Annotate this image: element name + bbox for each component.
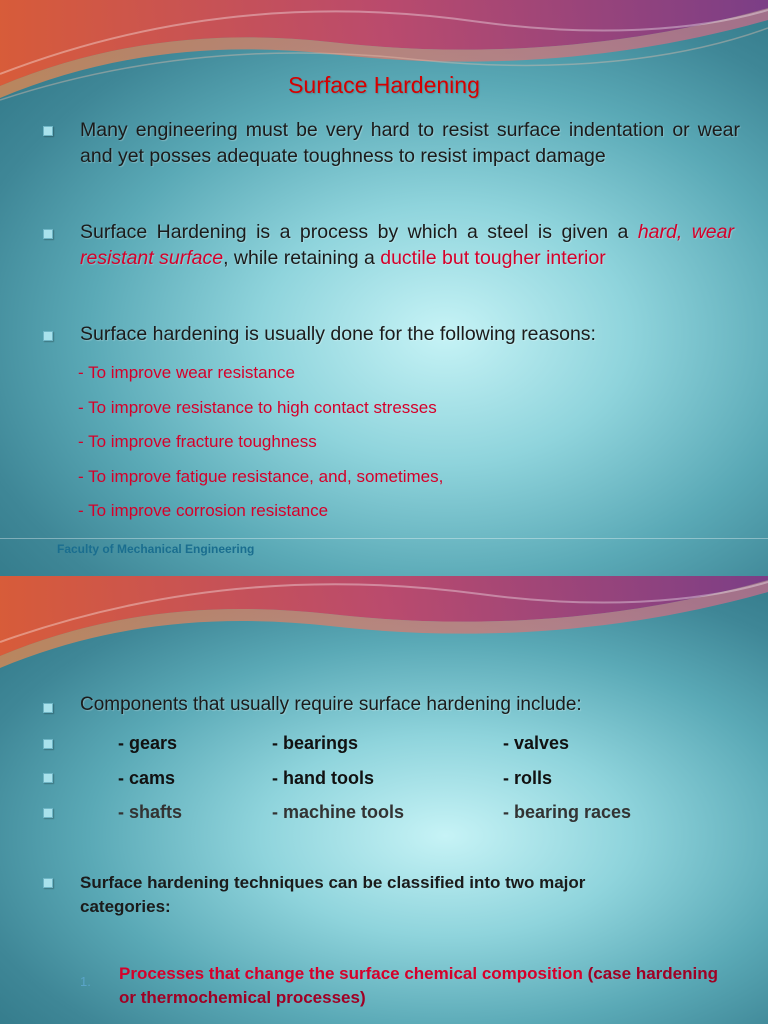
bullet-marker (43, 739, 53, 749)
component-item: - rolls (503, 768, 553, 788)
bullet-marker (43, 773, 53, 783)
component-item: - gears (118, 733, 178, 753)
list-number: 1. (80, 974, 91, 989)
bullet2-text-1: Surface Hardening is a process by which a steel is given a (80, 221, 638, 243)
reason-item: - To improve wear resistance (78, 363, 295, 382)
slide-title: Surface Hardening (288, 72, 480, 98)
bullet-marker (43, 703, 53, 713)
component-item: - shafts (118, 802, 183, 822)
bullet-marker (43, 808, 53, 818)
component-item: - valves (503, 733, 570, 753)
component-item: - hand tools (272, 768, 374, 788)
slide-footer: Faculty of Mechanical Engineering (57, 542, 255, 556)
bullet2-emphasis-ductile-interior: ductile but tougher interior (380, 247, 606, 269)
bullet-marker (43, 126, 53, 136)
bullet2-emphasis-hard-surface: hard, wear resistant surface (80, 221, 734, 269)
footer-divider (0, 538, 768, 539)
reason-item: - To improve fracture toughness (78, 432, 317, 451)
technique-item-1-paren: (case hardening or thermochemical processes) (119, 964, 718, 1007)
bullet-paragraph-3: Surface hardening is usually done for the following reasons: (80, 323, 596, 345)
bullet-paragraph-2 (80, 219, 734, 271)
technique-item-1-main: Processes that change the surface chemical composition (119, 964, 583, 983)
reason-item: - To improve fatigue resistance, and, sometimes, (78, 467, 444, 486)
component-item: - machine tools (272, 802, 405, 822)
reason-item: - To improve corrosion resistance (78, 501, 329, 520)
component-item: - cams (118, 768, 176, 788)
technique-item-1 (119, 962, 719, 1010)
techniques-paragraph: Surface hardening techniques can be classified into two major categories: (80, 873, 586, 916)
header-swoosh (0, 576, 768, 676)
components-intro: Components that usually require surface hardening include: (80, 694, 582, 715)
header-swoosh (0, 0, 768, 120)
component-item: - bearing races (503, 802, 632, 822)
component-item: - bearings (272, 733, 359, 753)
bullet-marker (43, 229, 53, 239)
bullet-marker (43, 331, 53, 341)
bullet-paragraph-1: Many engineering must be very hard to resist surface indentation or wear and yet posses adequate toughness to resist impact damage (80, 119, 740, 167)
slide-2 (0, 576, 768, 1024)
bullet-marker (43, 878, 53, 888)
reason-item: - To improve resistance to high contact stresses (78, 398, 437, 417)
bullet2-text-2: , while retaining a (223, 247, 381, 269)
